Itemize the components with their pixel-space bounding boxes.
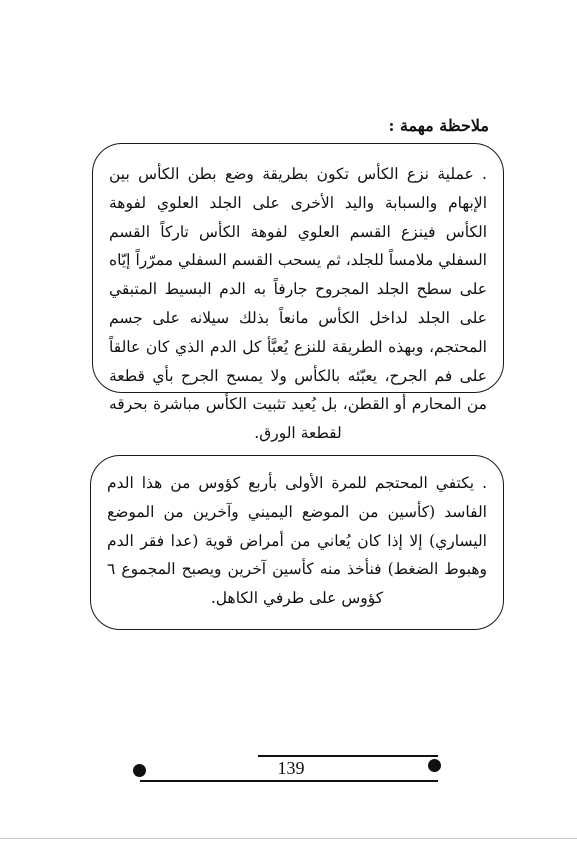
note-text-cup-count: . يكتفي المحتجم للمرة الأولى بأربع كؤوس من هذا الدم الفاسد (كأسين من الموضع اليميني وآخرين من الموضع اليساري) إلا إذا كان يُعاني من أمراض قوية (عدا فقر الدم وهبوط الضغط) فنأخذ منه كأسين آخرين ويصبح المجموع ٦ كؤوس على طرفي الكاهل. [107,474,487,608]
note-text-cup-removal: . عملية نزع الكأس تكون بطريقة وضع بطن الكأس بين الإبهام والسبابة واليد الأخرى على الجلد العلوي لفوهة الكأس فينزع القسم العلوي لفوهة الكأس تاركاً القسم السفلي ملامساً للجلد، ثم يسحب القسم السفلي ممرّراً إيّاه على سطح الجلد المجروح جارفاً به الدم البسيط المتبقي على الجلد لداخل الكأس مانعاً بذلك سيلانه على جسم المحتجم، وبهذه الطريقة للنزع يُعبَّأ كل الدم الذي كان عالقاً على فم الجرح، يعبّئه بالكأس ولا يمسح الجرح بأي قطعة من المحارم أو القطن، بل يُعيد تثبيت الكأس مباشرة بحرقه لقطعة الورق. [109,165,487,443]
footer-rule-top [258,755,438,757]
note-box-cup-count [90,455,504,630]
section-heading: ملاحظة مهمة : [388,116,489,135]
footer-right-dot-ornament [428,759,441,772]
page-bottom-edge-line [0,838,577,839]
footer-rule-bottom [140,780,438,782]
page-number: 139 [277,758,305,778]
note-box-cup-removal [92,143,504,443]
footer-left-dot-ornament [133,764,146,777]
